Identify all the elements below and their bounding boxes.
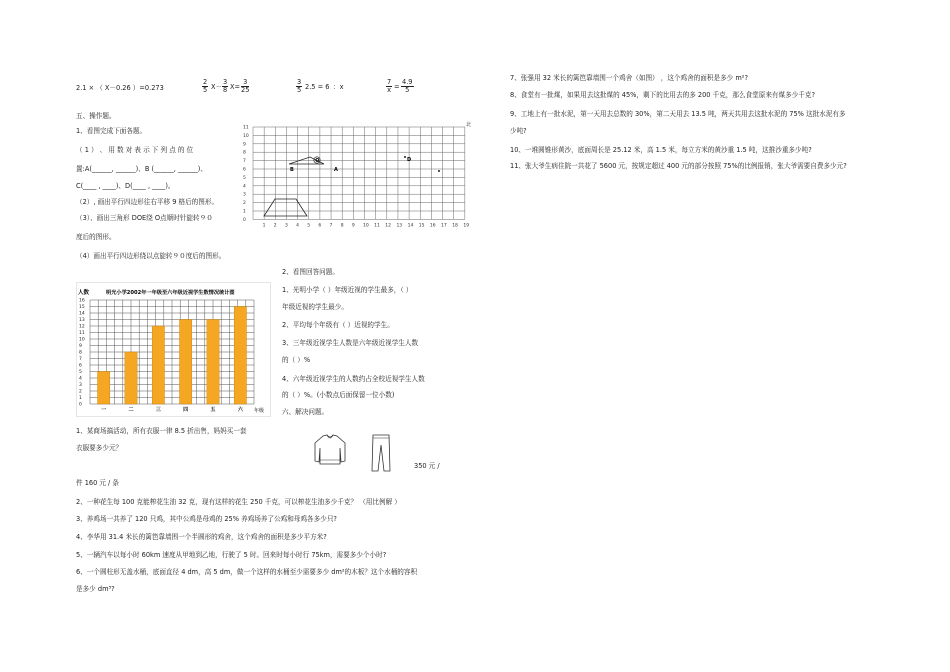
chart-bar [98, 372, 110, 405]
grid-x-label: 18 [452, 223, 458, 229]
chart-x-tick: 一 [101, 407, 107, 413]
chart-x-tick: 二 [128, 407, 134, 413]
section-5-q1-line: （3）、画出三角形 DOE绕 O点顺时针旋转９０ [76, 214, 213, 222]
grid-y-label: 2 [243, 201, 246, 207]
grid-x-label: 8 [340, 223, 344, 229]
parallelogram-shape [264, 199, 307, 216]
point-d-label: D [407, 157, 412, 163]
equation-1: 2.1 × （ X－0.26 ）=0.273 [76, 84, 164, 92]
grid-x-label: 6 [318, 223, 322, 229]
problem-10: 10、一堆圆锥形黄沙，底面周长是 25.12 米，高 1.5 米，每立方米的黄沙重 1.5 吨，这推沙重多少吨? [510, 146, 812, 154]
problem-5: 5、一辆汽车以每小时 60km 速度从甲地到乙地，行驶了 5 时。回来时每小时行 75km，需要多少个小时? [76, 551, 387, 559]
chart-y-tick: 6 [79, 363, 82, 369]
section-6-heading: 六、解决问题。 [282, 408, 329, 416]
problem-2: 2、一种花生每 100 克能榨花生油 32 克，现有这样的花生 250 千克，可以榨花生油多少千克？ （用比例解 ） [76, 498, 401, 506]
sweater-price: 350 元 / [414, 462, 440, 470]
chart-x-tick: 五 [210, 407, 216, 413]
grid-y-label: 4 [243, 184, 246, 190]
north-mark: 北 [466, 122, 472, 128]
section-2-q2: 2、平均每个年级有（ ）近视的学生。 [282, 321, 394, 329]
grid-y-label: 0 [243, 217, 246, 223]
chart-ylabel: 人数 [78, 290, 90, 296]
chart-bar [152, 326, 164, 404]
section-2-q4b: 的（ ）%。(小数点后面保留一位小数) [282, 391, 395, 399]
grid-x-label: 11 [374, 223, 380, 229]
section-2-q1b: 年级近视的学生最少。 [282, 303, 348, 311]
grid-y-label: 1 [243, 209, 246, 215]
section-5-q1-line: （2）, 画出平行四边形往右平移 9 格后的图形。 [76, 198, 219, 206]
fraction: $\frac{4.9}{5}$ [402, 78, 413, 94]
problem-1: 1、某商场搞活动，所有衣服一律 8.5 折出售，妈妈买一套 [76, 427, 247, 435]
grid-x-label: 19 [463, 223, 470, 229]
sweater-icon [313, 433, 347, 466]
chart-bar [180, 320, 192, 405]
section-2-heading: 2、看图回答问题。 [282, 268, 339, 276]
grid-x-label: 4 [296, 223, 299, 229]
fraction: $\frac{3}{5}$ [297, 78, 302, 94]
grid-x-label: 10 [363, 223, 369, 229]
point-b-label: B [290, 167, 294, 173]
grid-y-label: 8 [243, 150, 246, 156]
section-5-q1: 1、看图完成下面各题。 [76, 127, 147, 135]
chart-y-tick: 7 [79, 357, 82, 363]
grid-y-label: 5 [243, 175, 246, 181]
chart-y-tick: 0 [79, 402, 82, 408]
chart-title: 明光小学2002年一年级至六年级近视学生数情况统计图 [106, 290, 235, 296]
problem-1-cont: 衣服要多少元？ [76, 444, 123, 452]
grid-y-label: 10 [243, 133, 249, 139]
chart-y-tick: 10 [79, 337, 85, 343]
grid-x-label: 5 [307, 223, 311, 229]
chart-y-tick: 14 [79, 311, 85, 317]
section-5-q1-line: C(____ , ____)、D(____ , ____)。 [76, 182, 175, 190]
chart-xlabel: 年级 [254, 408, 265, 414]
grid-y-label: 6 [243, 167, 246, 173]
problem-9-cont: 少吨? [510, 127, 527, 135]
fraction: $\frac{3}{25}$ [241, 78, 250, 94]
chart-bar [207, 320, 219, 405]
chart-y-tick: 15 [79, 305, 85, 311]
problem-6-cont: 是多少 dm³? [76, 585, 115, 593]
grid-x-label: 12 [385, 223, 392, 229]
chart-x-tick: 三 [155, 407, 161, 413]
section-2-q1: 1、光明小学（ ）年级近视的学生最多，（ ） [282, 286, 413, 294]
chart-y-tick: 8 [79, 350, 82, 356]
problem-4: 4、李华用 31.4 米长的篱笆靠墙围一个半圆形的鸡舍，这个鸡舍的面积是多少平方米? [76, 533, 327, 541]
section-2-q3: 3、三年级近视学生人数是六年级近视学生人数 [282, 339, 419, 347]
section-5-q1-line: （4）画出平行四边形绕以点旋转９０度后的图形。 [76, 252, 226, 260]
coordinate-grid [240, 120, 480, 235]
fraction: $\frac{2}{5}$ [203, 78, 208, 94]
grid-y-label: 11 [243, 125, 249, 131]
trousers-price: 件 160 元 / 条 [76, 479, 119, 487]
section-5-q1-line: 置:A(______, ______)、B (______, ______)、 [76, 165, 207, 173]
problem-3: 3、养鸡场一共养了 120 只鸡，其中公鸡是母鸡的 25% 养鸡场养了公鸡和母鸡各多少只? [76, 515, 337, 523]
grid-x-label: 15 [418, 223, 425, 229]
chart-y-tick: 13 [79, 318, 85, 324]
chart-y-tick: 5 [79, 370, 82, 376]
fraction: $\frac{7}{x}$ [387, 78, 392, 94]
grid-x-label: 7 [329, 223, 333, 229]
chart-y-tick: 12 [79, 324, 85, 330]
trousers-icon [371, 433, 391, 473]
grid-x-label: 14 [407, 223, 414, 229]
chart-bar [234, 307, 246, 405]
chart-y-tick: 3 [79, 383, 82, 389]
problem-8: 8、食堂有一批煤，如果用去这批煤的 45%，剩下的比用去的多 200 千克，那么食堂原来有煤多少千克? [510, 91, 815, 99]
bar-chart [76, 282, 271, 417]
problem-11: 11、张大爷生病住院一共花了 5600 元，按规定超过 400 元的部分按照 75%的比例报销，张大爷需要自费多少元? [510, 162, 847, 170]
chart-y-tick: 16 [79, 298, 85, 304]
grid-x-label: 16 [429, 223, 436, 229]
section-2-q4: 4、六年级近视学生的人数约占全校近视学生人数 [282, 375, 425, 383]
problem-6: 6、一个圆柱形无盖水桶，底面直径 4 dm，高 5 dm，做一个这样的水桶至少需要多少 dm²的木板？这个水桶的容积 [76, 568, 418, 576]
chart-x-tick: 四 [183, 407, 189, 413]
grid-y-label: 7 [243, 159, 246, 165]
fraction: $\frac{3}{8}$ [223, 78, 228, 94]
chart-y-tick: 2 [79, 389, 82, 395]
problem-9: 9、工地上有一批水泥，第一天用去总数的 30%，第二天用去 13.5 吨，两天共用去这批水泥的 75% 这批水泥有多 [510, 110, 846, 118]
grid-y-label: 9 [243, 142, 246, 148]
grid-x-label: 9 [351, 223, 355, 229]
chart-y-tick: 9 [79, 344, 82, 350]
grid-x-label: 1 [262, 223, 266, 229]
grid-x-label: 17 [441, 223, 447, 229]
point-d-dot [404, 156, 406, 158]
grid-x-label: 2 [273, 223, 277, 229]
point-dot [438, 170, 440, 172]
chart-x-tick: 六 [237, 407, 243, 413]
grid-x-label: 13 [396, 223, 403, 229]
point-a-label: A [334, 167, 338, 173]
chart-y-tick: 1 [79, 396, 82, 402]
chart-bar [125, 352, 137, 404]
chart-y-tick: 4 [79, 376, 82, 382]
problem-7: 7、张强用 32 米长的篱笆靠墙围一个鸡舍（如图） ，这个鸡舍的面积是多少 m²? [510, 74, 748, 82]
grid-y-label: 3 [243, 192, 246, 198]
point-o-label: O [315, 158, 320, 164]
section-5-q1-line: （ 1 ） 、 用 数 对 表 示 下 列 点 的 位 [76, 146, 194, 154]
chart-y-tick: 11 [79, 331, 85, 337]
grid-x-label: 3 [284, 223, 288, 229]
section-2-q3b: 的（ ）% [282, 356, 311, 364]
section-5-heading: 五、操作题。 [76, 112, 116, 120]
section-5-q1-line: 度后的图形。 [76, 233, 116, 241]
